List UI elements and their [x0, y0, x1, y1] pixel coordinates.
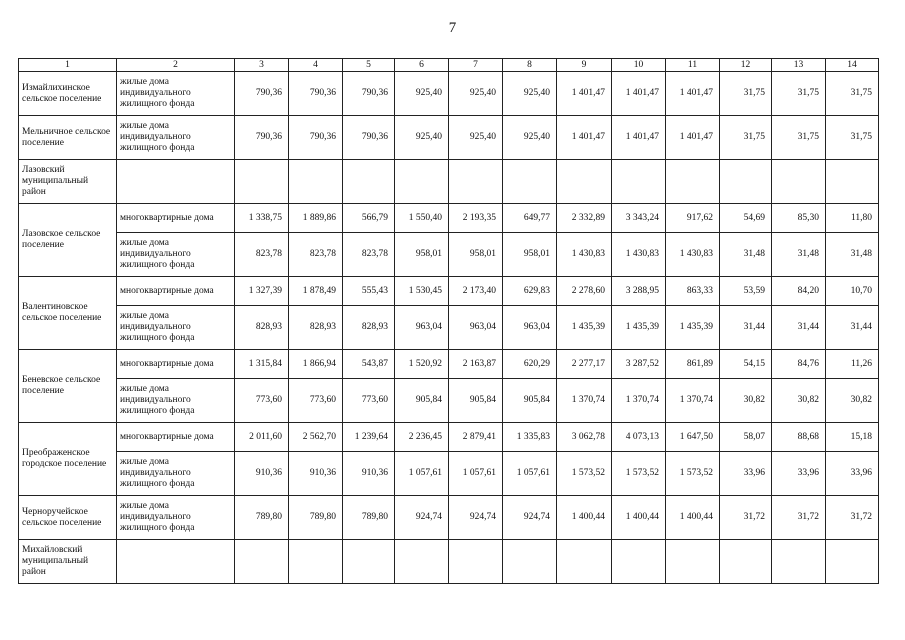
tariff-value — [826, 160, 879, 204]
tariff-value: 3 062,78 — [557, 423, 612, 452]
column-header: 7 — [449, 59, 503, 72]
tariff-value — [289, 160, 343, 204]
tariff-value: 31,75 — [772, 116, 826, 160]
tariff-value: 863,33 — [666, 277, 720, 306]
settlement-name: Мельничное сельское поселение — [19, 116, 117, 160]
tariff-value — [503, 540, 557, 584]
tariff-value: 2 278,60 — [557, 277, 612, 306]
tariff-value: 2 163,87 — [449, 350, 503, 379]
settlement-name: Валентиновское сельское поселение — [19, 277, 117, 350]
tariff-value: 1 430,83 — [612, 233, 666, 277]
tariff-value: 773,60 — [289, 379, 343, 423]
tariff-value: 85,30 — [772, 204, 826, 233]
tariff-value — [772, 540, 826, 584]
tariff-value: 31,72 — [772, 496, 826, 540]
tariff-value: 31,72 — [720, 496, 772, 540]
page-number: 7 — [448, 20, 457, 36]
housing-type: жилые дома индивидуального жилищного фонда — [117, 496, 235, 540]
tariff-value: 828,93 — [289, 306, 343, 350]
tariff-value: 4 073,13 — [612, 423, 666, 452]
tariff-value: 11,26 — [826, 350, 879, 379]
tariff-value: 1 401,47 — [612, 116, 666, 160]
housing-type: жилые дома индивидуального жилищного фонда — [117, 306, 235, 350]
tariff-value: 1 878,49 — [289, 277, 343, 306]
tariff-value: 925,40 — [395, 72, 449, 116]
tariff-value — [720, 540, 772, 584]
tariff-value: 1 335,83 — [503, 423, 557, 452]
tariff-value: 1 327,39 — [235, 277, 289, 306]
tariff-value: 958,01 — [503, 233, 557, 277]
settlement-name: Лазовский муниципальный район — [19, 160, 117, 204]
table-row — [19, 160, 879, 204]
tariff-value: 925,40 — [503, 72, 557, 116]
column-header: 3 — [235, 59, 289, 72]
tariff-value: 33,96 — [772, 452, 826, 496]
tariff-value: 3 287,52 — [612, 350, 666, 379]
table-row — [19, 72, 879, 116]
tariff-value: 1 401,47 — [557, 116, 612, 160]
column-header: 6 — [395, 59, 449, 72]
tariff-value: 2 879,41 — [449, 423, 503, 452]
tariff-value: 1 573,52 — [612, 452, 666, 496]
table-row — [19, 423, 879, 452]
tariff-value: 2 332,89 — [557, 204, 612, 233]
tariff-value: 910,36 — [289, 452, 343, 496]
housing-type: жилые дома индивидуального жилищного фонда — [117, 379, 235, 423]
tariff-value: 1 435,39 — [612, 306, 666, 350]
tariff-value: 1 057,61 — [395, 452, 449, 496]
tariff-value — [666, 540, 720, 584]
tariff-value: 31,48 — [720, 233, 772, 277]
tariff-value: 33,96 — [720, 452, 772, 496]
tariff-value: 30,82 — [772, 379, 826, 423]
tariff-value: 11,80 — [826, 204, 879, 233]
tariff-value: 958,01 — [449, 233, 503, 277]
tariff-value: 629,83 — [503, 277, 557, 306]
tariff-value: 1 647,50 — [666, 423, 720, 452]
tariff-value: 1 550,40 — [395, 204, 449, 233]
tariff-value: 1 889,86 — [289, 204, 343, 233]
tariff-value: 1 530,45 — [395, 277, 449, 306]
tariff-value: 905,84 — [503, 379, 557, 423]
tariff-value — [343, 540, 395, 584]
table-row — [19, 350, 879, 379]
tariff-value: 905,84 — [449, 379, 503, 423]
tariff-value: 790,36 — [289, 116, 343, 160]
tariff-value: 773,60 — [343, 379, 395, 423]
tariff-value — [666, 160, 720, 204]
tariff-value: 1 401,47 — [666, 116, 720, 160]
tariff-value: 924,74 — [503, 496, 557, 540]
tariff-value: 566,79 — [343, 204, 395, 233]
tariff-value — [395, 540, 449, 584]
tariff-value: 31,75 — [826, 72, 879, 116]
tariff-value: 958,01 — [395, 233, 449, 277]
tariff-value — [772, 160, 826, 204]
column-header: 1 — [19, 59, 117, 72]
settlement-name: Михайловский муниципальный район — [19, 540, 117, 584]
tariff-value: 2 236,45 — [395, 423, 449, 452]
tariff-value: 3 288,95 — [612, 277, 666, 306]
tariff-value: 31,48 — [772, 233, 826, 277]
table-row — [19, 277, 879, 306]
tariff-value: 828,93 — [343, 306, 395, 350]
tariff-value: 31,48 — [826, 233, 879, 277]
tariff-value — [235, 160, 289, 204]
housing-type — [117, 540, 235, 584]
tariff-value: 2 011,60 — [235, 423, 289, 452]
tariff-value: 58,07 — [720, 423, 772, 452]
tariff-value: 31,75 — [720, 72, 772, 116]
tariff-value: 790,36 — [235, 72, 289, 116]
tariff-value: 1 866,94 — [289, 350, 343, 379]
tariff-value: 3 343,24 — [612, 204, 666, 233]
tariff-value — [449, 540, 503, 584]
tariff-value: 31,44 — [772, 306, 826, 350]
tariff-value: 54,15 — [720, 350, 772, 379]
tariff-value: 1 400,44 — [666, 496, 720, 540]
tariff-value: 924,74 — [395, 496, 449, 540]
tariff-value — [557, 540, 612, 584]
settlement-name: Лазовское сельское поселение — [19, 204, 117, 277]
tariff-value: 925,40 — [395, 116, 449, 160]
tariff-value: 910,36 — [343, 452, 395, 496]
tariff-value: 15,18 — [826, 423, 879, 452]
tariff-value: 2 562,70 — [289, 423, 343, 452]
housing-type: жилые дома индивидуального жилищного фонда — [117, 116, 235, 160]
tariff-value: 54,69 — [720, 204, 772, 233]
tariff-value: 823,78 — [343, 233, 395, 277]
tariff-value — [720, 160, 772, 204]
column-header: 4 — [289, 59, 343, 72]
tariff-value: 555,43 — [343, 277, 395, 306]
tariff-value: 1 370,74 — [666, 379, 720, 423]
tariff-value — [826, 540, 879, 584]
column-header: 14 — [826, 59, 879, 72]
tariff-value: 1 401,47 — [666, 72, 720, 116]
table-row — [19, 116, 879, 160]
housing-type: многоквартирные дома — [117, 277, 235, 306]
tariff-value: 30,82 — [720, 379, 772, 423]
tariff-value — [289, 540, 343, 584]
tariff-value: 10,70 — [826, 277, 879, 306]
tariff-value: 789,80 — [235, 496, 289, 540]
housing-type: жилые дома индивидуального жилищного фонда — [117, 72, 235, 116]
tariff-value: 84,76 — [772, 350, 826, 379]
tariff-value — [343, 160, 395, 204]
tariff-value: 1 338,75 — [235, 204, 289, 233]
tariff-value: 789,80 — [289, 496, 343, 540]
tariff-value: 1 370,74 — [557, 379, 612, 423]
tariff-value — [612, 540, 666, 584]
column-header: 2 — [117, 59, 235, 72]
tariff-value: 53,59 — [720, 277, 772, 306]
tariff-value: 620,29 — [503, 350, 557, 379]
tariff-value: 917,62 — [666, 204, 720, 233]
tariff-value: 925,40 — [449, 116, 503, 160]
tariff-value: 1 430,83 — [557, 233, 612, 277]
table-row — [19, 540, 879, 584]
tariff-value: 925,40 — [503, 116, 557, 160]
tariff-value: 88,68 — [772, 423, 826, 452]
tariff-value: 31,75 — [772, 72, 826, 116]
tariff-value — [449, 160, 503, 204]
tariff-value — [557, 160, 612, 204]
tariff-value: 861,89 — [666, 350, 720, 379]
tariff-value: 790,36 — [343, 72, 395, 116]
tariff-table — [18, 58, 879, 584]
tariff-value: 1 315,84 — [235, 350, 289, 379]
tariff-value: 84,20 — [772, 277, 826, 306]
column-header: 8 — [503, 59, 557, 72]
tariff-value: 2 277,17 — [557, 350, 612, 379]
tariff-value — [503, 160, 557, 204]
tariff-value: 1 401,47 — [612, 72, 666, 116]
settlement-name: Преображенское городское поселение — [19, 423, 117, 496]
settlement-name: Измайлихинское сельское поселение — [19, 72, 117, 116]
tariff-value: 31,44 — [720, 306, 772, 350]
header-row — [19, 59, 879, 72]
tariff-value: 910,36 — [235, 452, 289, 496]
tariff-value: 2 173,40 — [449, 277, 503, 306]
settlement-name: Беневское сельское поселение — [19, 350, 117, 423]
tariff-value: 1 239,64 — [343, 423, 395, 452]
tariff-value: 1 400,44 — [557, 496, 612, 540]
column-header: 9 — [557, 59, 612, 72]
column-header: 11 — [666, 59, 720, 72]
column-header: 5 — [343, 59, 395, 72]
tariff-value: 773,60 — [235, 379, 289, 423]
tariff-value: 1 400,44 — [612, 496, 666, 540]
column-header: 12 — [720, 59, 772, 72]
housing-type: многоквартирные дома — [117, 350, 235, 379]
tariff-value: 31,72 — [826, 496, 879, 540]
tariff-value: 924,74 — [449, 496, 503, 540]
tariff-value: 1 573,52 — [557, 452, 612, 496]
tariff-value: 1 430,83 — [666, 233, 720, 277]
tariff-value — [235, 540, 289, 584]
tariff-value: 1 520,92 — [395, 350, 449, 379]
table-row — [19, 233, 879, 277]
tariff-value: 790,36 — [289, 72, 343, 116]
tariff-value: 1 401,47 — [557, 72, 612, 116]
housing-type: многоквартирные дома — [117, 423, 235, 452]
tariff-value: 33,96 — [826, 452, 879, 496]
settlement-name: Черноручейское сельское поселение — [19, 496, 117, 540]
tariff-value: 649,77 — [503, 204, 557, 233]
tariff-value: 1 057,61 — [503, 452, 557, 496]
tariff-value: 1 573,52 — [666, 452, 720, 496]
tariff-value — [612, 160, 666, 204]
tariff-value: 790,36 — [235, 116, 289, 160]
tariff-value: 925,40 — [449, 72, 503, 116]
tariff-value: 963,04 — [449, 306, 503, 350]
tariff-value: 823,78 — [235, 233, 289, 277]
tariff-value: 963,04 — [503, 306, 557, 350]
tariff-value: 823,78 — [289, 233, 343, 277]
table-row — [19, 452, 879, 496]
tariff-value: 1 435,39 — [557, 306, 612, 350]
tariff-value: 31,75 — [720, 116, 772, 160]
column-header: 10 — [612, 59, 666, 72]
tariff-value: 30,82 — [826, 379, 879, 423]
housing-type — [117, 160, 235, 204]
column-header: 13 — [772, 59, 826, 72]
tariff-value — [395, 160, 449, 204]
tariff-value: 905,84 — [395, 379, 449, 423]
table-row — [19, 379, 879, 423]
tariff-value: 2 193,35 — [449, 204, 503, 233]
tariff-value: 790,36 — [343, 116, 395, 160]
housing-type: многоквартирные дома — [117, 204, 235, 233]
housing-type: жилые дома индивидуального жилищного фонда — [117, 452, 235, 496]
table-row — [19, 306, 879, 350]
housing-type: жилые дома индивидуального жилищного фонда — [117, 233, 235, 277]
table-row — [19, 496, 879, 540]
tariff-value: 1 370,74 — [612, 379, 666, 423]
tariff-value: 1 057,61 — [449, 452, 503, 496]
tariff-value: 963,04 — [395, 306, 449, 350]
tariff-value: 789,80 — [343, 496, 395, 540]
tariff-value: 31,75 — [826, 116, 879, 160]
tariff-value: 1 435,39 — [666, 306, 720, 350]
tariff-value: 543,87 — [343, 350, 395, 379]
table-row — [19, 204, 879, 233]
tariff-value: 828,93 — [235, 306, 289, 350]
tariff-value: 31,44 — [826, 306, 879, 350]
